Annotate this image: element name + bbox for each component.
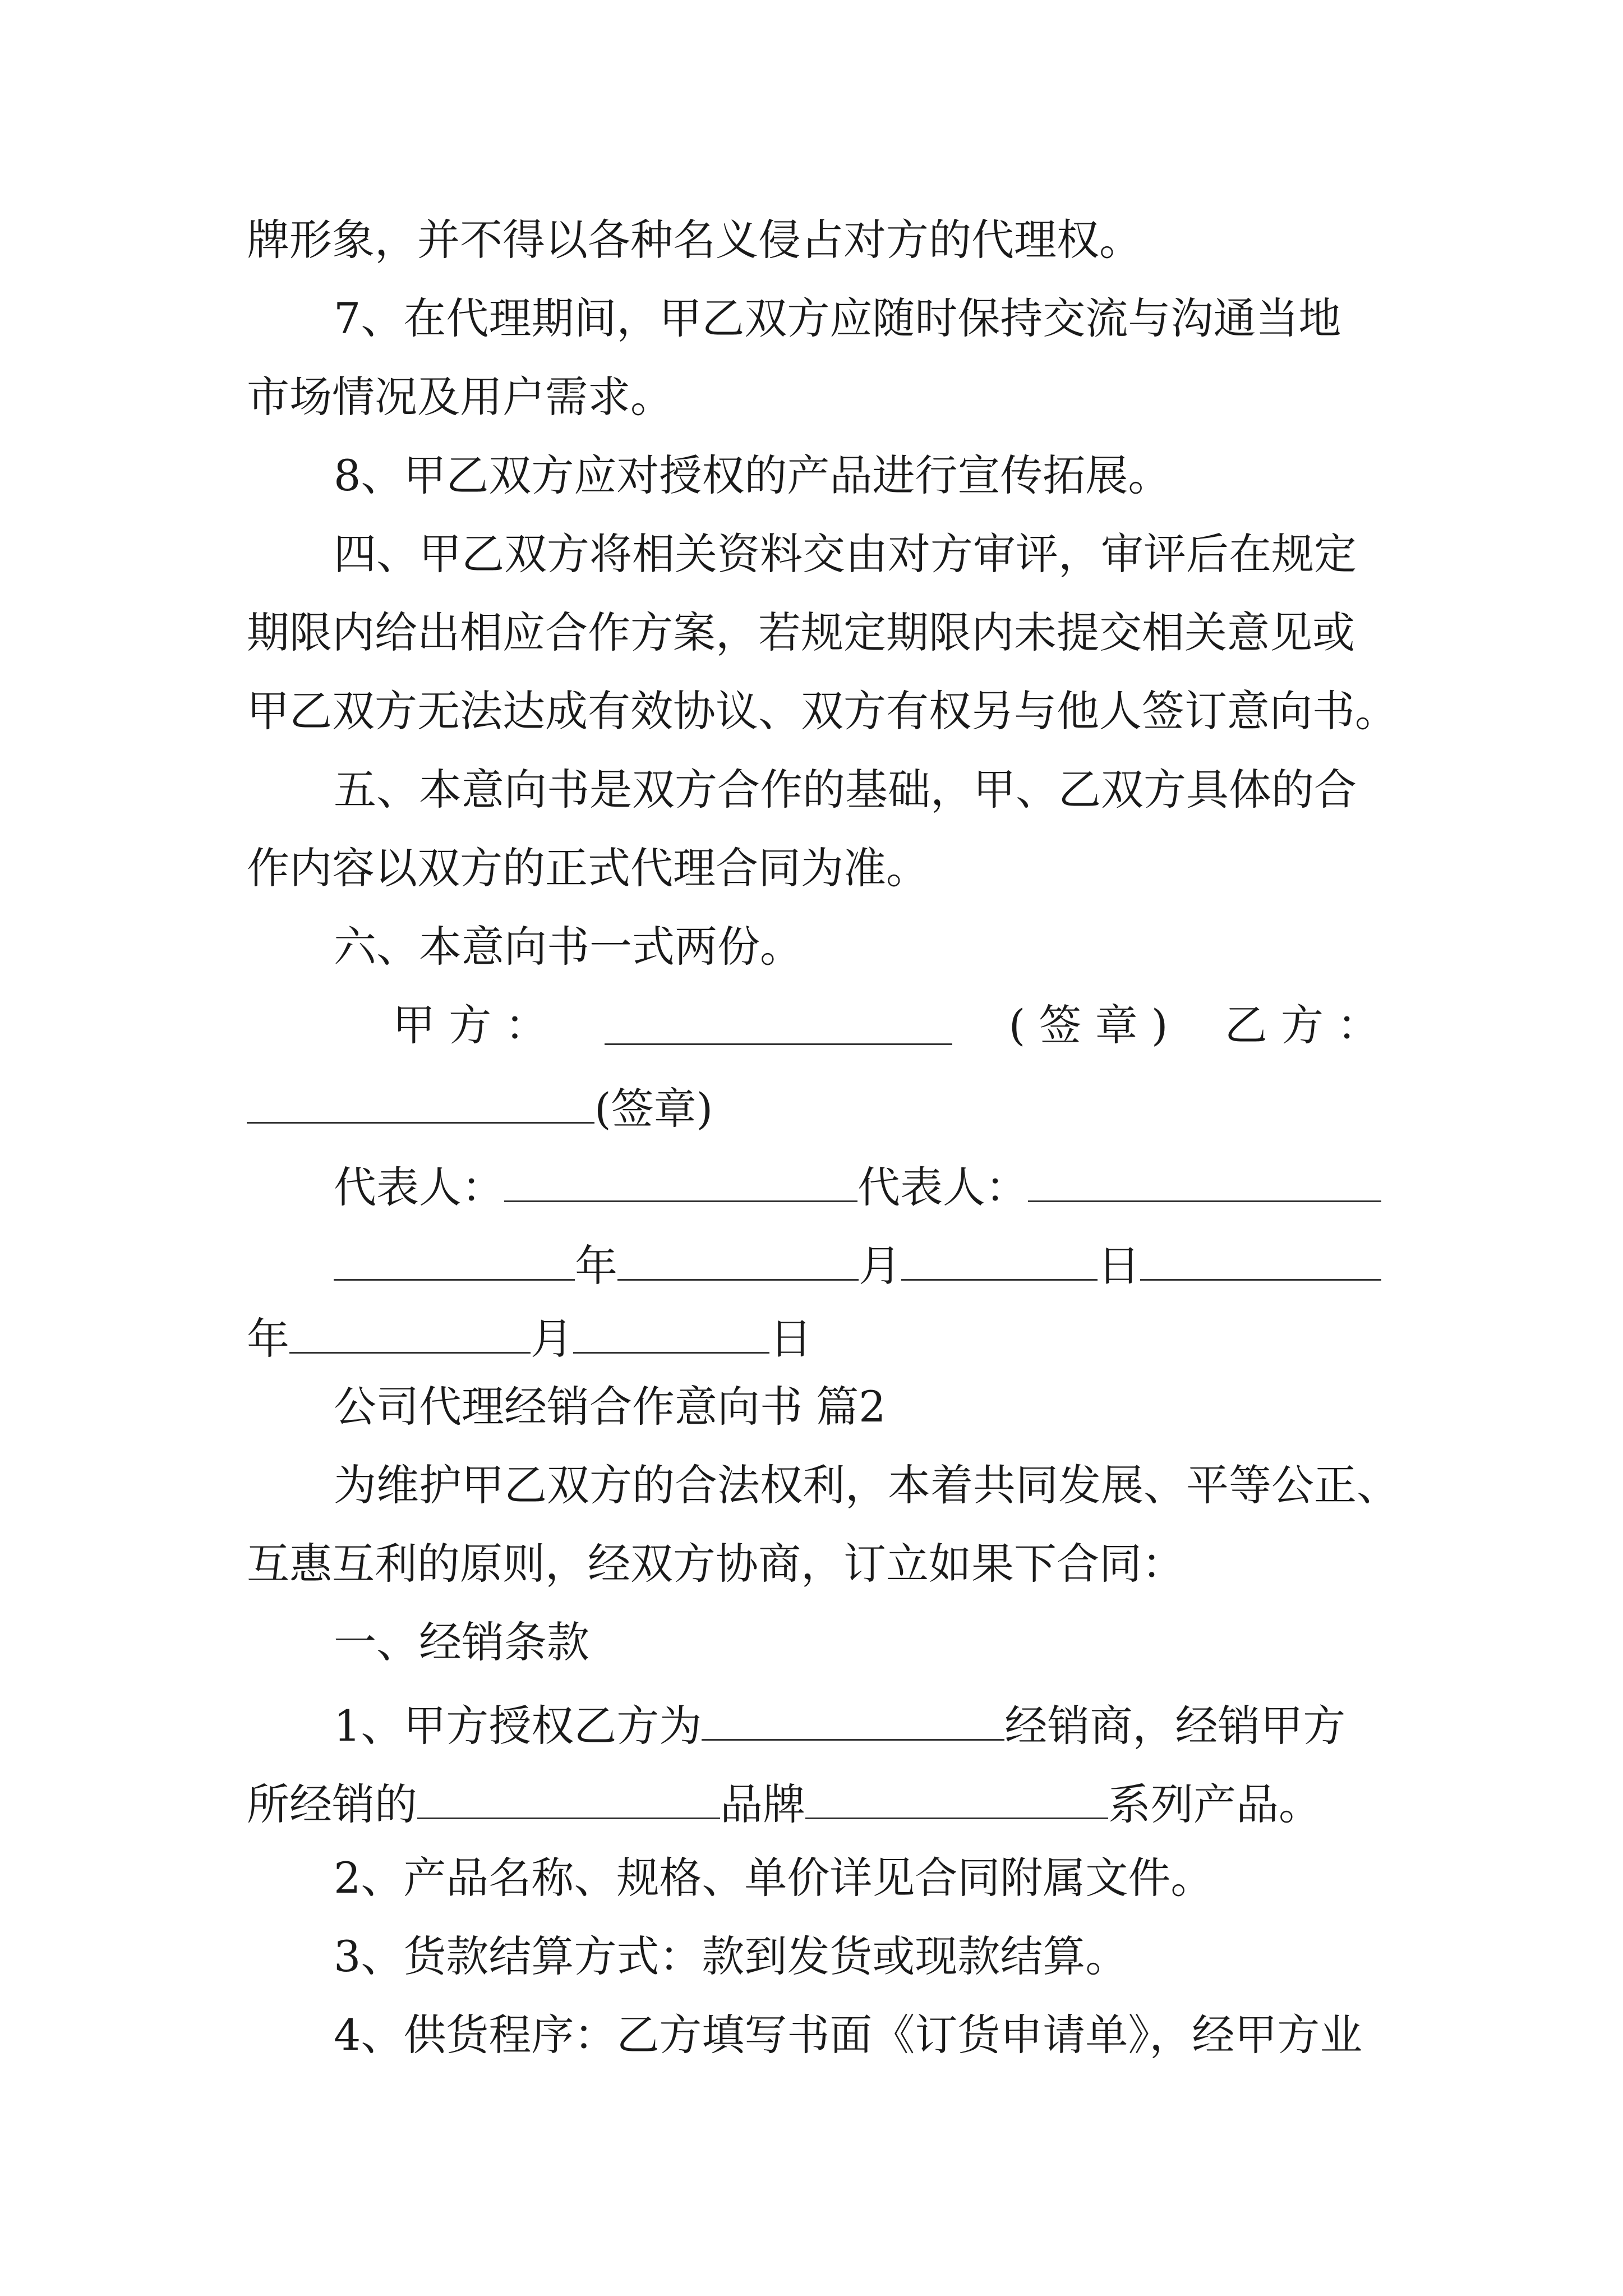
- year-blank[interactable]: [1140, 1240, 1381, 1281]
- representative-b-label: 代表人：: [857, 1162, 1028, 1212]
- day-label: 日: [1098, 1241, 1140, 1291]
- party-b-label: 乙 方 ：: [1224, 1000, 1380, 1050]
- day-blank[interactable]: [901, 1240, 1098, 1281]
- representative-a-label: 代表人：: [334, 1162, 504, 1212]
- clause-text: 经销商，经销甲方: [1004, 1701, 1346, 1751]
- paragraph-line: 为维护甲乙双方的合法权利，本着共同发展、平等公正、: [334, 1460, 1399, 1510]
- year-blank[interactable]: [334, 1240, 575, 1281]
- representative-a-blank[interactable]: [504, 1161, 857, 1202]
- dealer-blank[interactable]: [702, 1700, 1004, 1741]
- clause-text: 所经销的: [247, 1779, 417, 1829]
- paragraph-line: 作内容以双方的正式代理合同为准。: [247, 843, 929, 893]
- section-title: 公司代理经销合作意向书 篇2: [334, 1382, 886, 1432]
- seal-label: ( 签 章 ): [1008, 1000, 1168, 1050]
- month-blank[interactable]: [617, 1240, 859, 1281]
- party-b-signature-blank[interactable]: [247, 1083, 594, 1124]
- clause-text: 1、甲方授权乙方为: [334, 1701, 702, 1751]
- day-label: 日: [769, 1314, 812, 1364]
- month-label: 月: [531, 1314, 573, 1364]
- paragraph-line: 五、本意向书是双方合作的基础，甲、乙双方具体的合: [334, 765, 1357, 815]
- paragraph-line: 市场情况及用户需求。: [247, 372, 673, 422]
- paragraph-line: 7、在代理期间，甲乙双方应随时保持交流与沟通当地: [334, 293, 1341, 343]
- representative-row: [334, 1161, 1381, 1212]
- paragraph-line: 2、产品名称、规格、单价详见合同附属文件。: [334, 1853, 1214, 1903]
- month-label: 月: [859, 1241, 901, 1291]
- paragraph-line: 3、货款结算方式：款到发货或现款结算。: [334, 1931, 1128, 1981]
- paragraph-line: 四、甲乙双方将相关资料交由对方审评，审评后在规定: [334, 529, 1357, 579]
- party-a-label: 甲 方 ：: [393, 1000, 548, 1050]
- paragraph-line: 甲乙双方无法达成有效协议、双方有权另与他人签订意向书。: [247, 686, 1398, 736]
- year-label: 年: [575, 1241, 617, 1291]
- paragraph-line: 六、本意向书一式两份。: [334, 922, 803, 972]
- month-blank[interactable]: [289, 1313, 531, 1354]
- clause-text: 品牌: [720, 1779, 805, 1829]
- seal-label: (签章): [594, 1084, 713, 1134]
- clause-line: [334, 1700, 1346, 1751]
- paragraph-line: 互惠互利的原则，经双方协商，订立如果下合同：: [247, 1539, 1184, 1589]
- date-row: [334, 1240, 1381, 1291]
- paragraph-line: 一、经销条款: [334, 1617, 589, 1667]
- clause-line: [247, 1778, 1321, 1829]
- signature-row-continued: [247, 1083, 713, 1134]
- date-row-continued: [247, 1313, 812, 1364]
- paragraph-line: 8、甲乙双方应对授权的产品进行宣传拓展。: [334, 450, 1171, 500]
- signature-row: [247, 1000, 1380, 1050]
- brand-blank[interactable]: [417, 1778, 720, 1819]
- day-blank[interactable]: [573, 1313, 769, 1354]
- party-a-signature-blank[interactable]: [605, 1004, 952, 1045]
- clause-text: 系列产品。: [1108, 1779, 1321, 1829]
- paragraph-line: 牌形象，并不得以各种名义侵占对方的代理权。: [247, 215, 1142, 265]
- series-blank[interactable]: [805, 1778, 1108, 1819]
- year-label: 年: [247, 1314, 289, 1364]
- paragraph-line: 4、供货程序：乙方填写书面《订货申请单》，经甲方业: [334, 2010, 1363, 2060]
- paragraph-line: 期限内给出相应合作方案，若规定期限内未提交相关意见或: [247, 608, 1355, 657]
- representative-b-blank[interactable]: [1028, 1161, 1381, 1202]
